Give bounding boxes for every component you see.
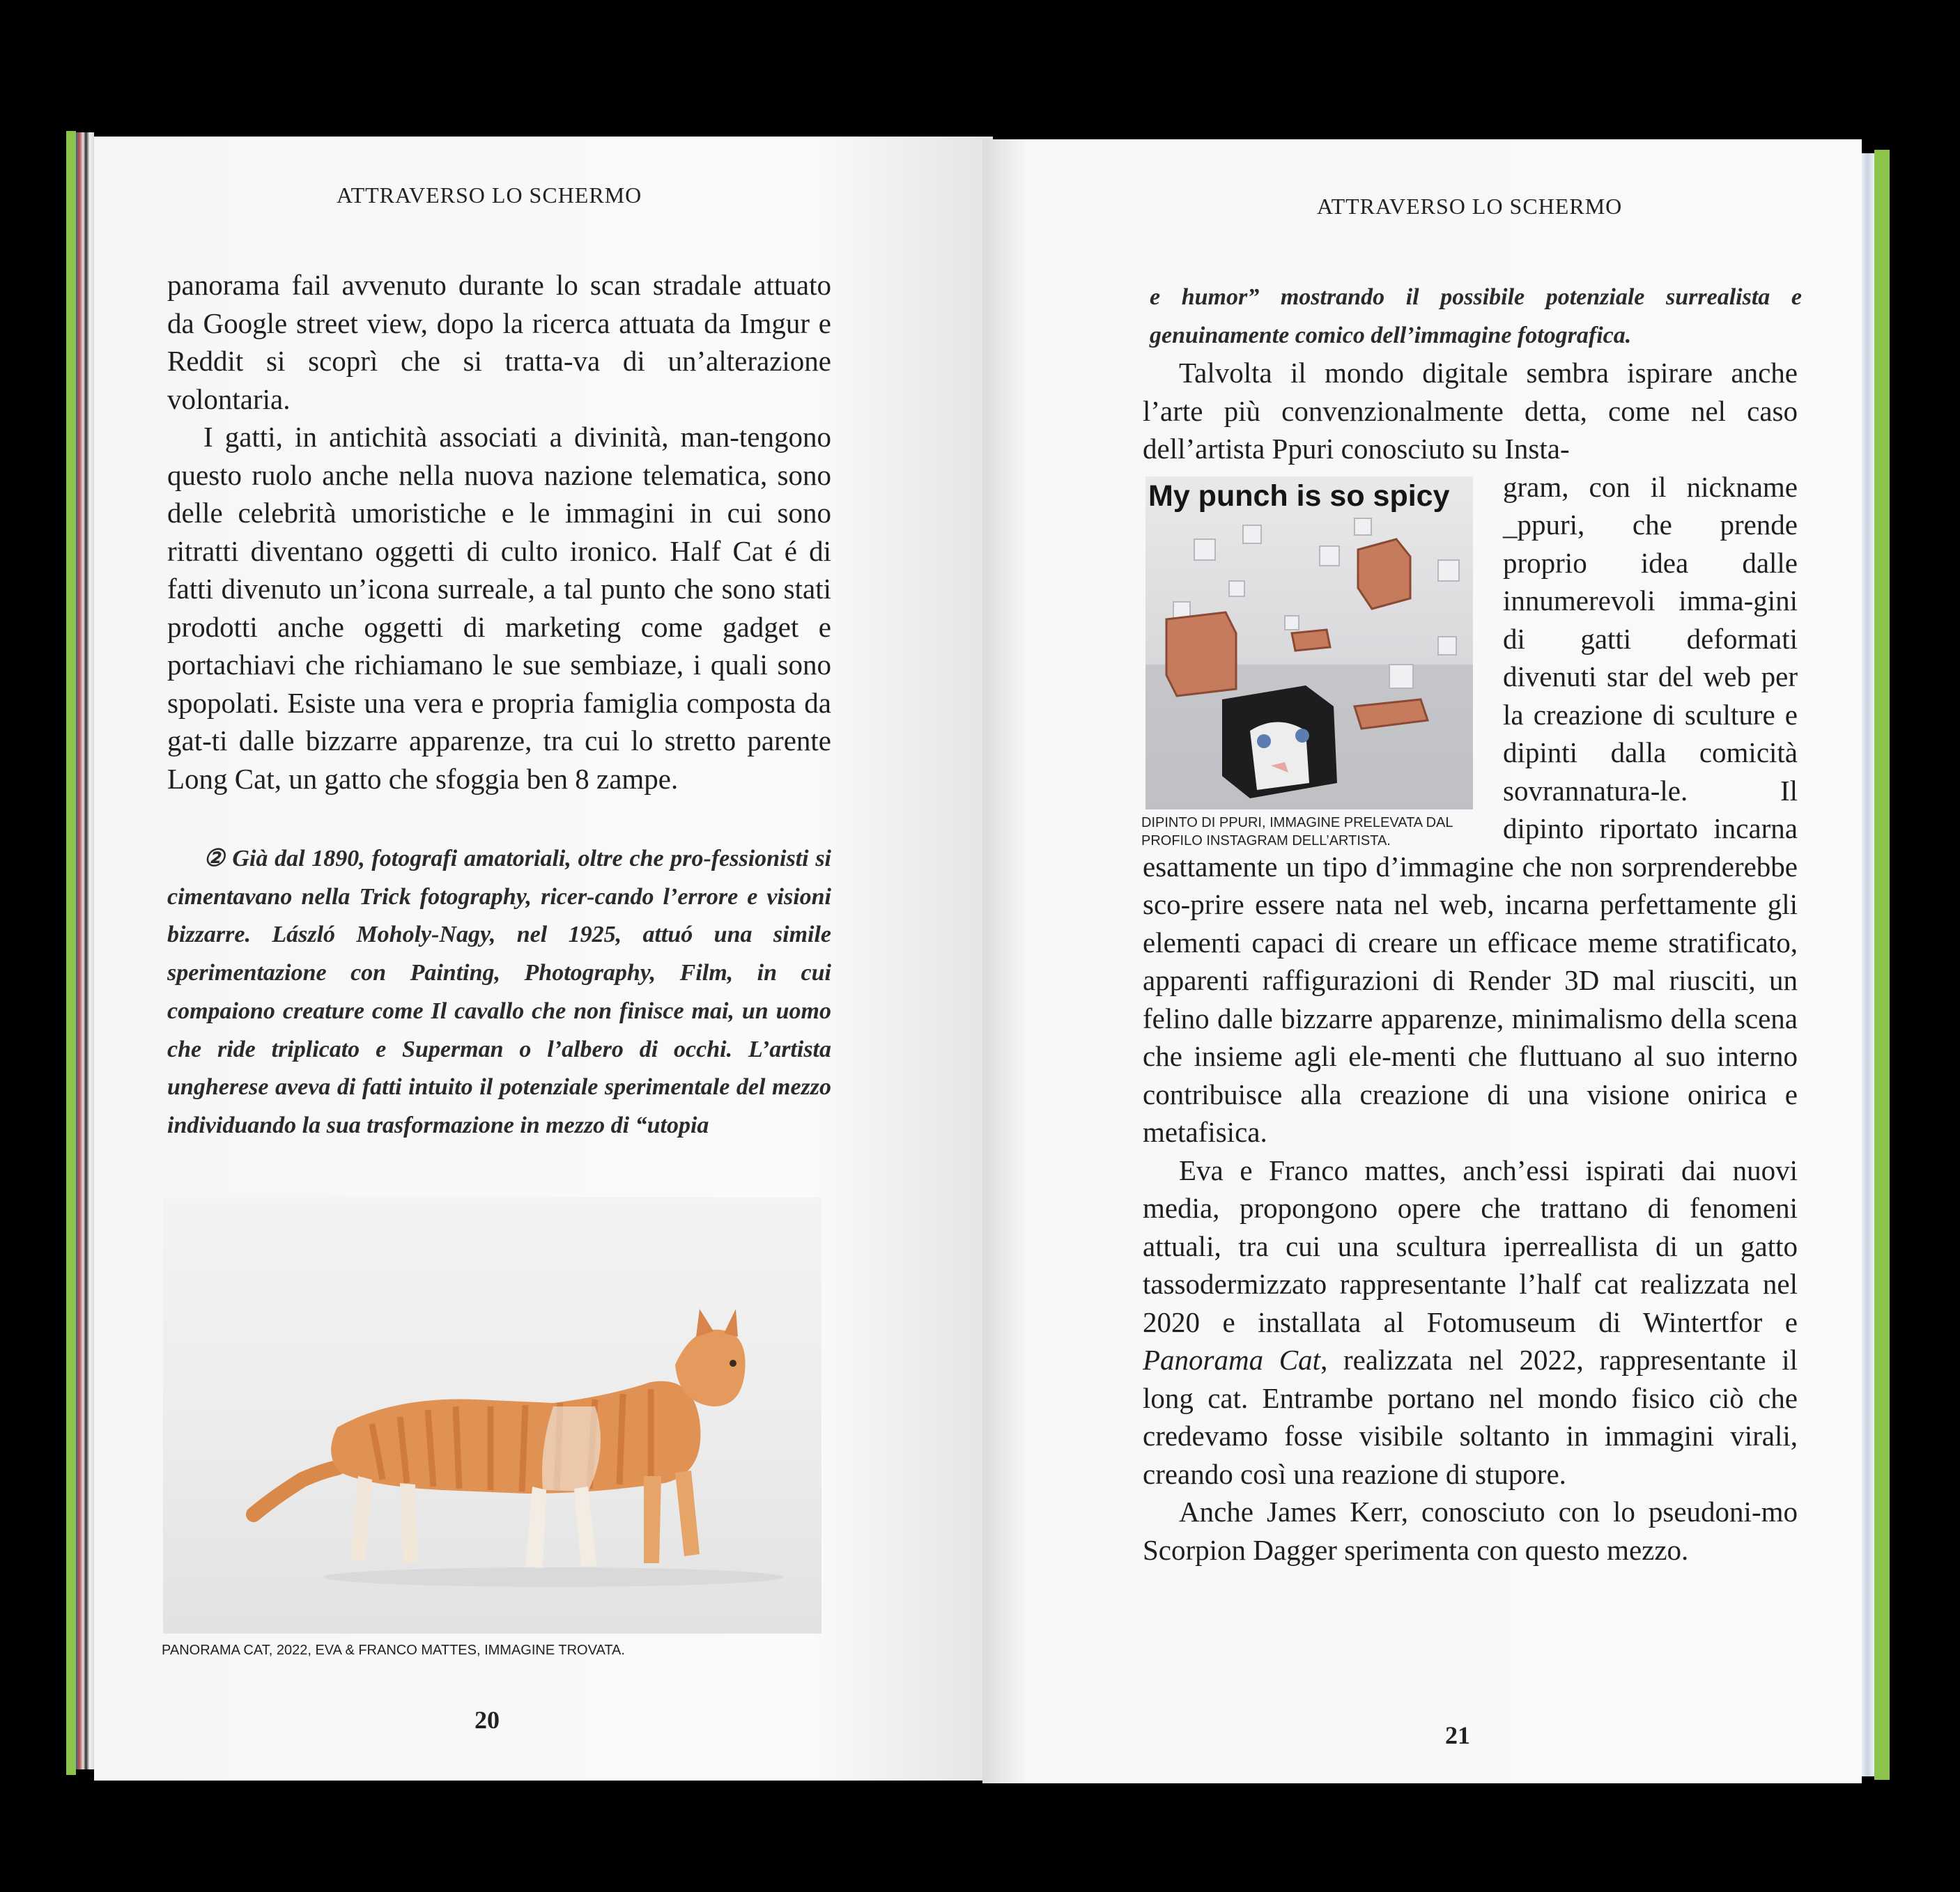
left-page bbox=[94, 137, 993, 1781]
page-number-right: 21 bbox=[1445, 1721, 1470, 1749]
running-head-left: ATTRAVERSO LO SCHERMO bbox=[337, 183, 642, 208]
paragraph bbox=[1143, 1152, 1798, 1494]
paragraph-text: , realizzata nel 2022, rappresentante il long cat. Entrambe portano nel mondo fisico ciò che credevamo fosse visibile soltanto in immagini virali, creando così una reazione di stupore. bbox=[1143, 1344, 1798, 1490]
paragraph-text: Eva e Franco mattes, anch’essi ispirati dai nuovi media, propongono opere che trattano di fenomeni attuali, tra cui una scultura iperreallista di un gatto tassodermizzato rappresentante l’half cat realizzata nel 2020 e installata al Fotomuseum di Wintertfor e bbox=[1143, 1154, 1798, 1338]
book-cover-edge-right bbox=[1874, 150, 1890, 1780]
artwork-title: Panorama Cat bbox=[1143, 1344, 1321, 1376]
paragraph: gram, con il nickname _ppuri, che prende proprio idea dalle innumerevoli imma-gini di gatti deformati divenuti star del web per la creazione di sculture e dipinti dalla comicità sovrannatura-le. Il dipinto riportato incarna esattamente un tipo d’immagine che non sorprenderebbe sco-prire essere nata nel web, incarna perfettamente gli elementi capaci di creare un efficace meme stratificato, apparenti raffigurazioni di Render 3D mal riusciti, un felino dalle bizzarre apparenze, minimalismo della scena che insieme agli ele-menti che fluttuano al suo interno contribuisce alla creazione di una visione onirica e metafisica. bbox=[1143, 470, 1798, 1148]
artwork-illustration bbox=[1145, 476, 1473, 809]
ppuri-artwork bbox=[1145, 476, 1473, 809]
page-number-left: 20 bbox=[474, 1706, 500, 1734]
footnote-text: ② Già dal 1890, fotografi amatoriali, oltre che pro-fessionisti si cimentavano nella Trick fotography, ricer-cando l’errore e visioni bizzarre. László Moholy-Nagy, nel 1925, attuó una simile sperimentazione con Painting, Photography, Film, in cui compaiono creature come Il cavallo che non finisce mai, un uomo che ride triplicato e Superman o l’albero di occhi. L’artista ungherese aveva di fatti intuito il potenziale sperimentale del mezzo individuando la sua trasformazione in mezzo di “utopia bbox=[167, 846, 831, 1138]
footnote-continued bbox=[1150, 279, 1802, 355]
paragraph: I gatti, in antichità associati a divinità, man-tengono questo ruolo anche nella nuova nazione telematica, sono delle celebrità umoristiche e le immagini in cui sono ritratti diventano oggetti di culto ironico. Half Cat é di fatti divenuto un’icona surreale, a tal punto che sono stati prodotti anche oggetti di marketing come gadget e portachiavi che richiamano le sue sembiaze, i quali sono spopolati. Esiste una vera e propria famiglia composta da gat-ti dalle bizzarre apparenze, tra cui lo stretto parente Long Cat, un gatto che sfoggia ben 8 zampe. bbox=[167, 421, 831, 795]
panorama-cat-illustration bbox=[163, 1197, 821, 1634]
paragraph: panorama fail avvenuto durante lo scan stradale attuato da Google street view, dopo la ricerca attuata da Imgur e Reddit si scoprì che si tratta-va di un’alterazione volontaria. bbox=[167, 269, 831, 415]
running-head-right: ATTRAVERSO LO SCHERMO bbox=[1317, 194, 1623, 219]
page-edges-right bbox=[1860, 153, 1874, 1776]
footnote-left bbox=[167, 840, 831, 1145]
paragraph: Anche James Kerr, conosciuto con lo pseudoni-mo Scorpion Dagger sperimenta con questo mezzo. bbox=[1143, 1496, 1798, 1566]
page-edges-left bbox=[76, 132, 94, 1769]
paragraph: Talvolta il mondo digitale sembra ispirare anche l’arte più convenzionalmente detta, come nel caso dell’artista Ppuri conosciuto su Insta- bbox=[1143, 357, 1798, 465]
footnote-text: e humor” mostrando il possibile potenziale surrealista e genuinamente comico dell’immagine fotografica. bbox=[1150, 284, 1802, 348]
figure-caption-right: DIPINTO DI PPURI, IMMAGINE PRELEVATA DAL PROFILO INSTAGRAM DELL’ARTISTA. bbox=[1141, 815, 1453, 848]
left-body-text bbox=[167, 266, 831, 798]
panorama-cat-photo bbox=[163, 1197, 821, 1634]
figure-caption-left: PANORAMA CAT, 2022, EVA & FRANCO MATTES, IMMAGINE TROVATA. bbox=[162, 1643, 625, 1658]
artwork-text: My punch is so spicy bbox=[1148, 479, 1450, 513]
right-page bbox=[982, 139, 1862, 1783]
book-spine-left bbox=[66, 131, 76, 1775]
